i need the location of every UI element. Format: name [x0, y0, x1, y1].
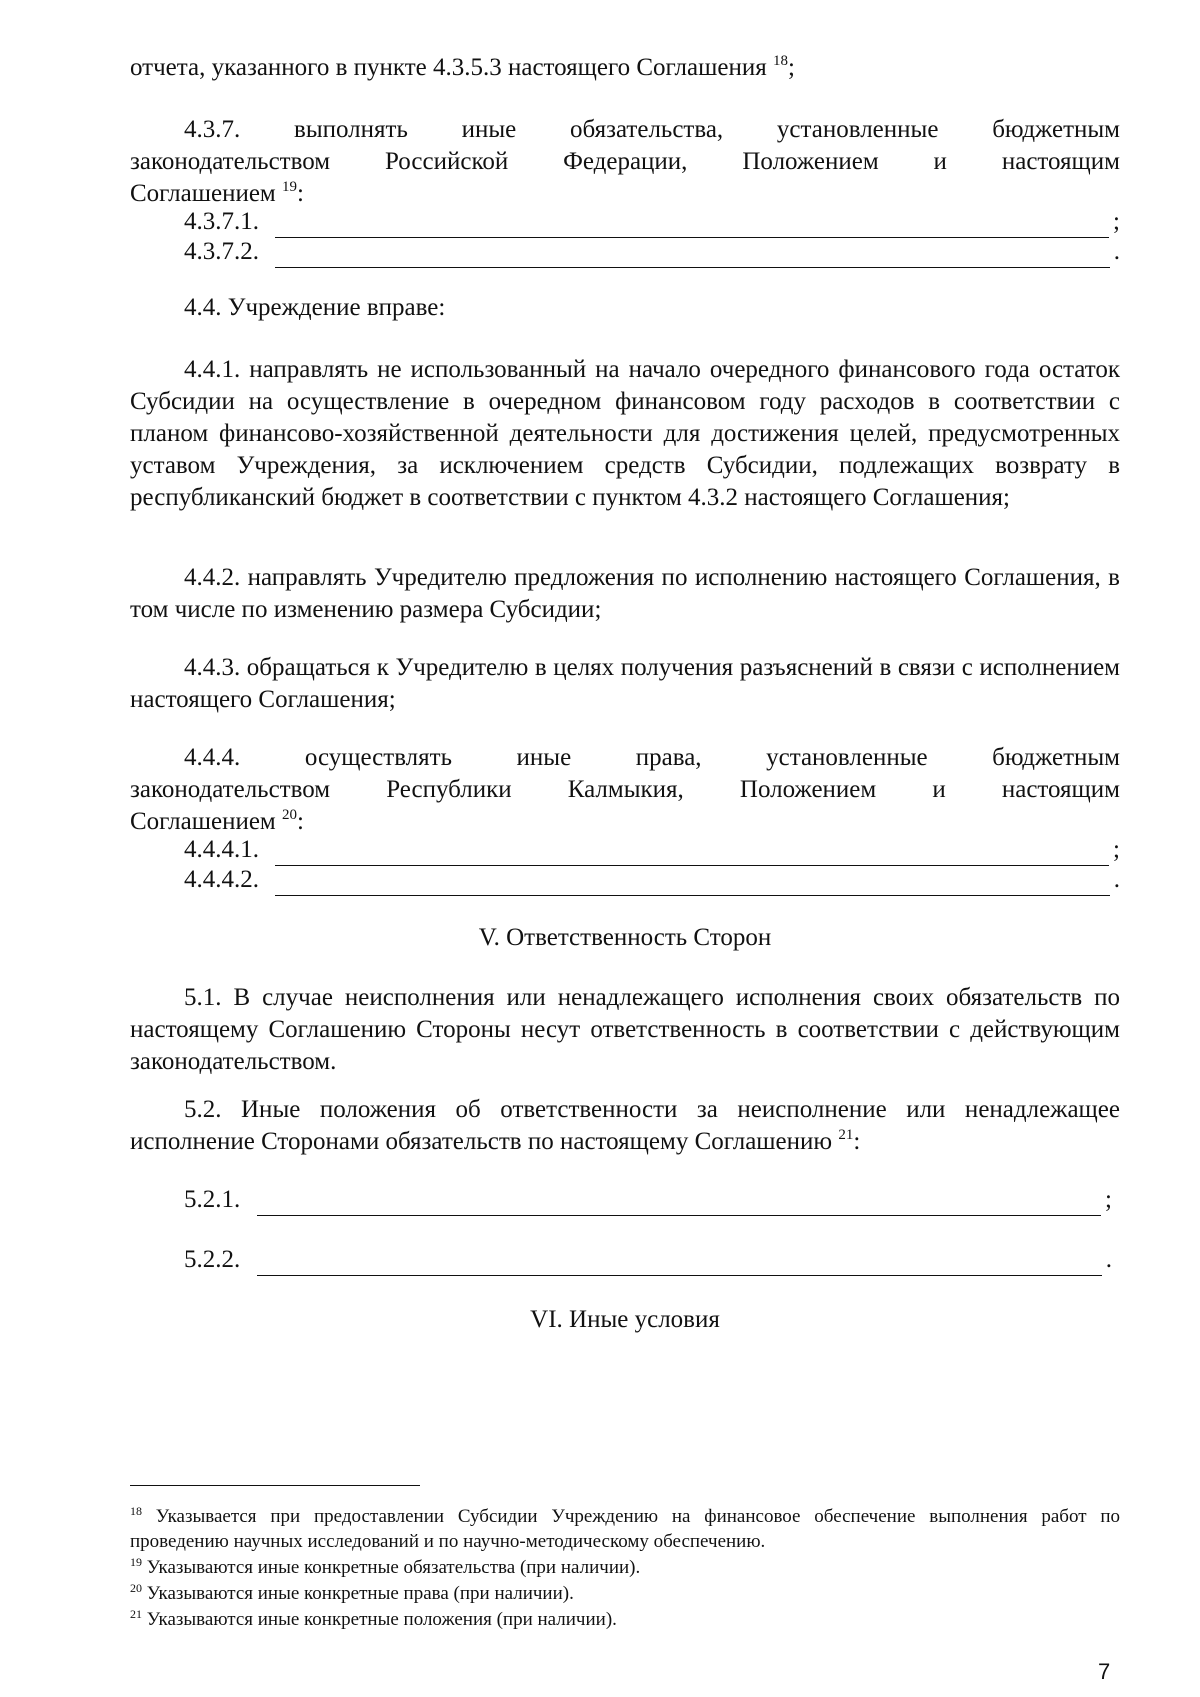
fill-line-5-2-1: 5.2.1. ;	[184, 1184, 1112, 1216]
footnote-separator	[130, 1485, 420, 1486]
paragraph-4-4: 4.4. Учреждение вправе:	[184, 294, 446, 321]
footnote-ref-21: 21	[838, 1127, 854, 1143]
blank-line	[275, 243, 1110, 268]
section-heading-v: V. Ответственность Сторон	[478, 924, 772, 951]
paragraph-4-3-7: 4.3.7. выполнять иные обязательства, установленные бюджетным законодательством Российской Федерации, Положением и настоящим Соглашением $^{19}$:	[130, 116, 1120, 207]
footnote-ref-20: 20	[282, 807, 298, 823]
paragraph-4-4-3: 4.4.3. обращаться к Учредителю в целях получения разъяснений в связи с исполнением настоящего Соглашения;	[130, 654, 1120, 713]
paragraph-4-4-4: 4.4.4. осуществлять иные права, установленные бюджетным законодательством Республики Калмыкия, Положением и настоящим Соглашением $^{20}$:	[130, 744, 1120, 835]
paragraph-continuation: отчета, указанного в пункте 4.3.5.3 настоящего Соглашения $^{18}$;	[130, 53, 795, 81]
fill-line-5-2-2: 5.2.2. .	[184, 1244, 1112, 1276]
paragraph-5-1: 5.1. В случае неисполнения или ненадлежащего исполнения своих обязательств по настоящему Соглашению Стороны несут ответственность в соответствии с действующим законодательством.	[130, 984, 1120, 1075]
page-number: 7	[1098, 1659, 1111, 1684]
blank-line	[257, 1191, 1102, 1216]
blank-line	[257, 1251, 1102, 1276]
section-heading-vi: VI. Иные условия	[530, 1306, 720, 1333]
paragraph-4-4-2: 4.4.2. направлять Учредителю предложения по исполнению настоящего Соглашения, в том числе по изменению размера Субсидии;	[130, 564, 1120, 623]
blank-line	[275, 871, 1110, 896]
footnote-ref-19: 19	[282, 179, 298, 195]
footnote-19: $^{19}$ Указываются иные конкретные обязательства (при наличии).	[130, 1555, 641, 1578]
fill-line-4-3-7-2: 4.3.7.2. .	[184, 236, 1120, 268]
footnote-20: $^{20}$ Указываются иные конкретные права (при наличии).	[130, 1581, 574, 1604]
fill-line-4-4-4-1: 4.4.4.1. ;	[184, 834, 1120, 866]
blank-line	[275, 841, 1109, 866]
paragraph-5-2: 5.2. Иные положения об ответственности за неисполнение или ненадлежащее исполнение Сторонами обязательств по настоящему Соглашению $^{21}$:	[130, 1096, 1120, 1155]
footnote-21: $^{21}$ Указываются иные конкретные положения (при наличии).	[130, 1607, 617, 1630]
fill-line-4-4-4-2: 4.4.4.2. .	[184, 864, 1120, 896]
footnote-ref-18: 18	[772, 53, 788, 69]
footnote-18: $^{18}$ Указывается при предоставлении Субсидии Учреждению на финансовое обеспечение выполнения работ по проведению научных исследований и по научно-методическому обеспечению.	[130, 1504, 1120, 1552]
fill-line-4-3-7-1: 4.3.7.1. ;	[184, 206, 1120, 238]
blank-line	[275, 213, 1109, 238]
paragraph-4-4-1: 4.4.1. направлять не использованный на начало очередного финансового года остаток Субсидии на осуществление в очередном финансовом году расходов в соответствии с планом финансово-хозяйственной деятельности для достижения целей, предусмотренных уставом Учреждения, за исключением средств Субсидии, подлежащих возврату в республиканский бюджет в соответствии с пунктом 4.3.2 настоящего Соглашения;	[130, 356, 1120, 511]
